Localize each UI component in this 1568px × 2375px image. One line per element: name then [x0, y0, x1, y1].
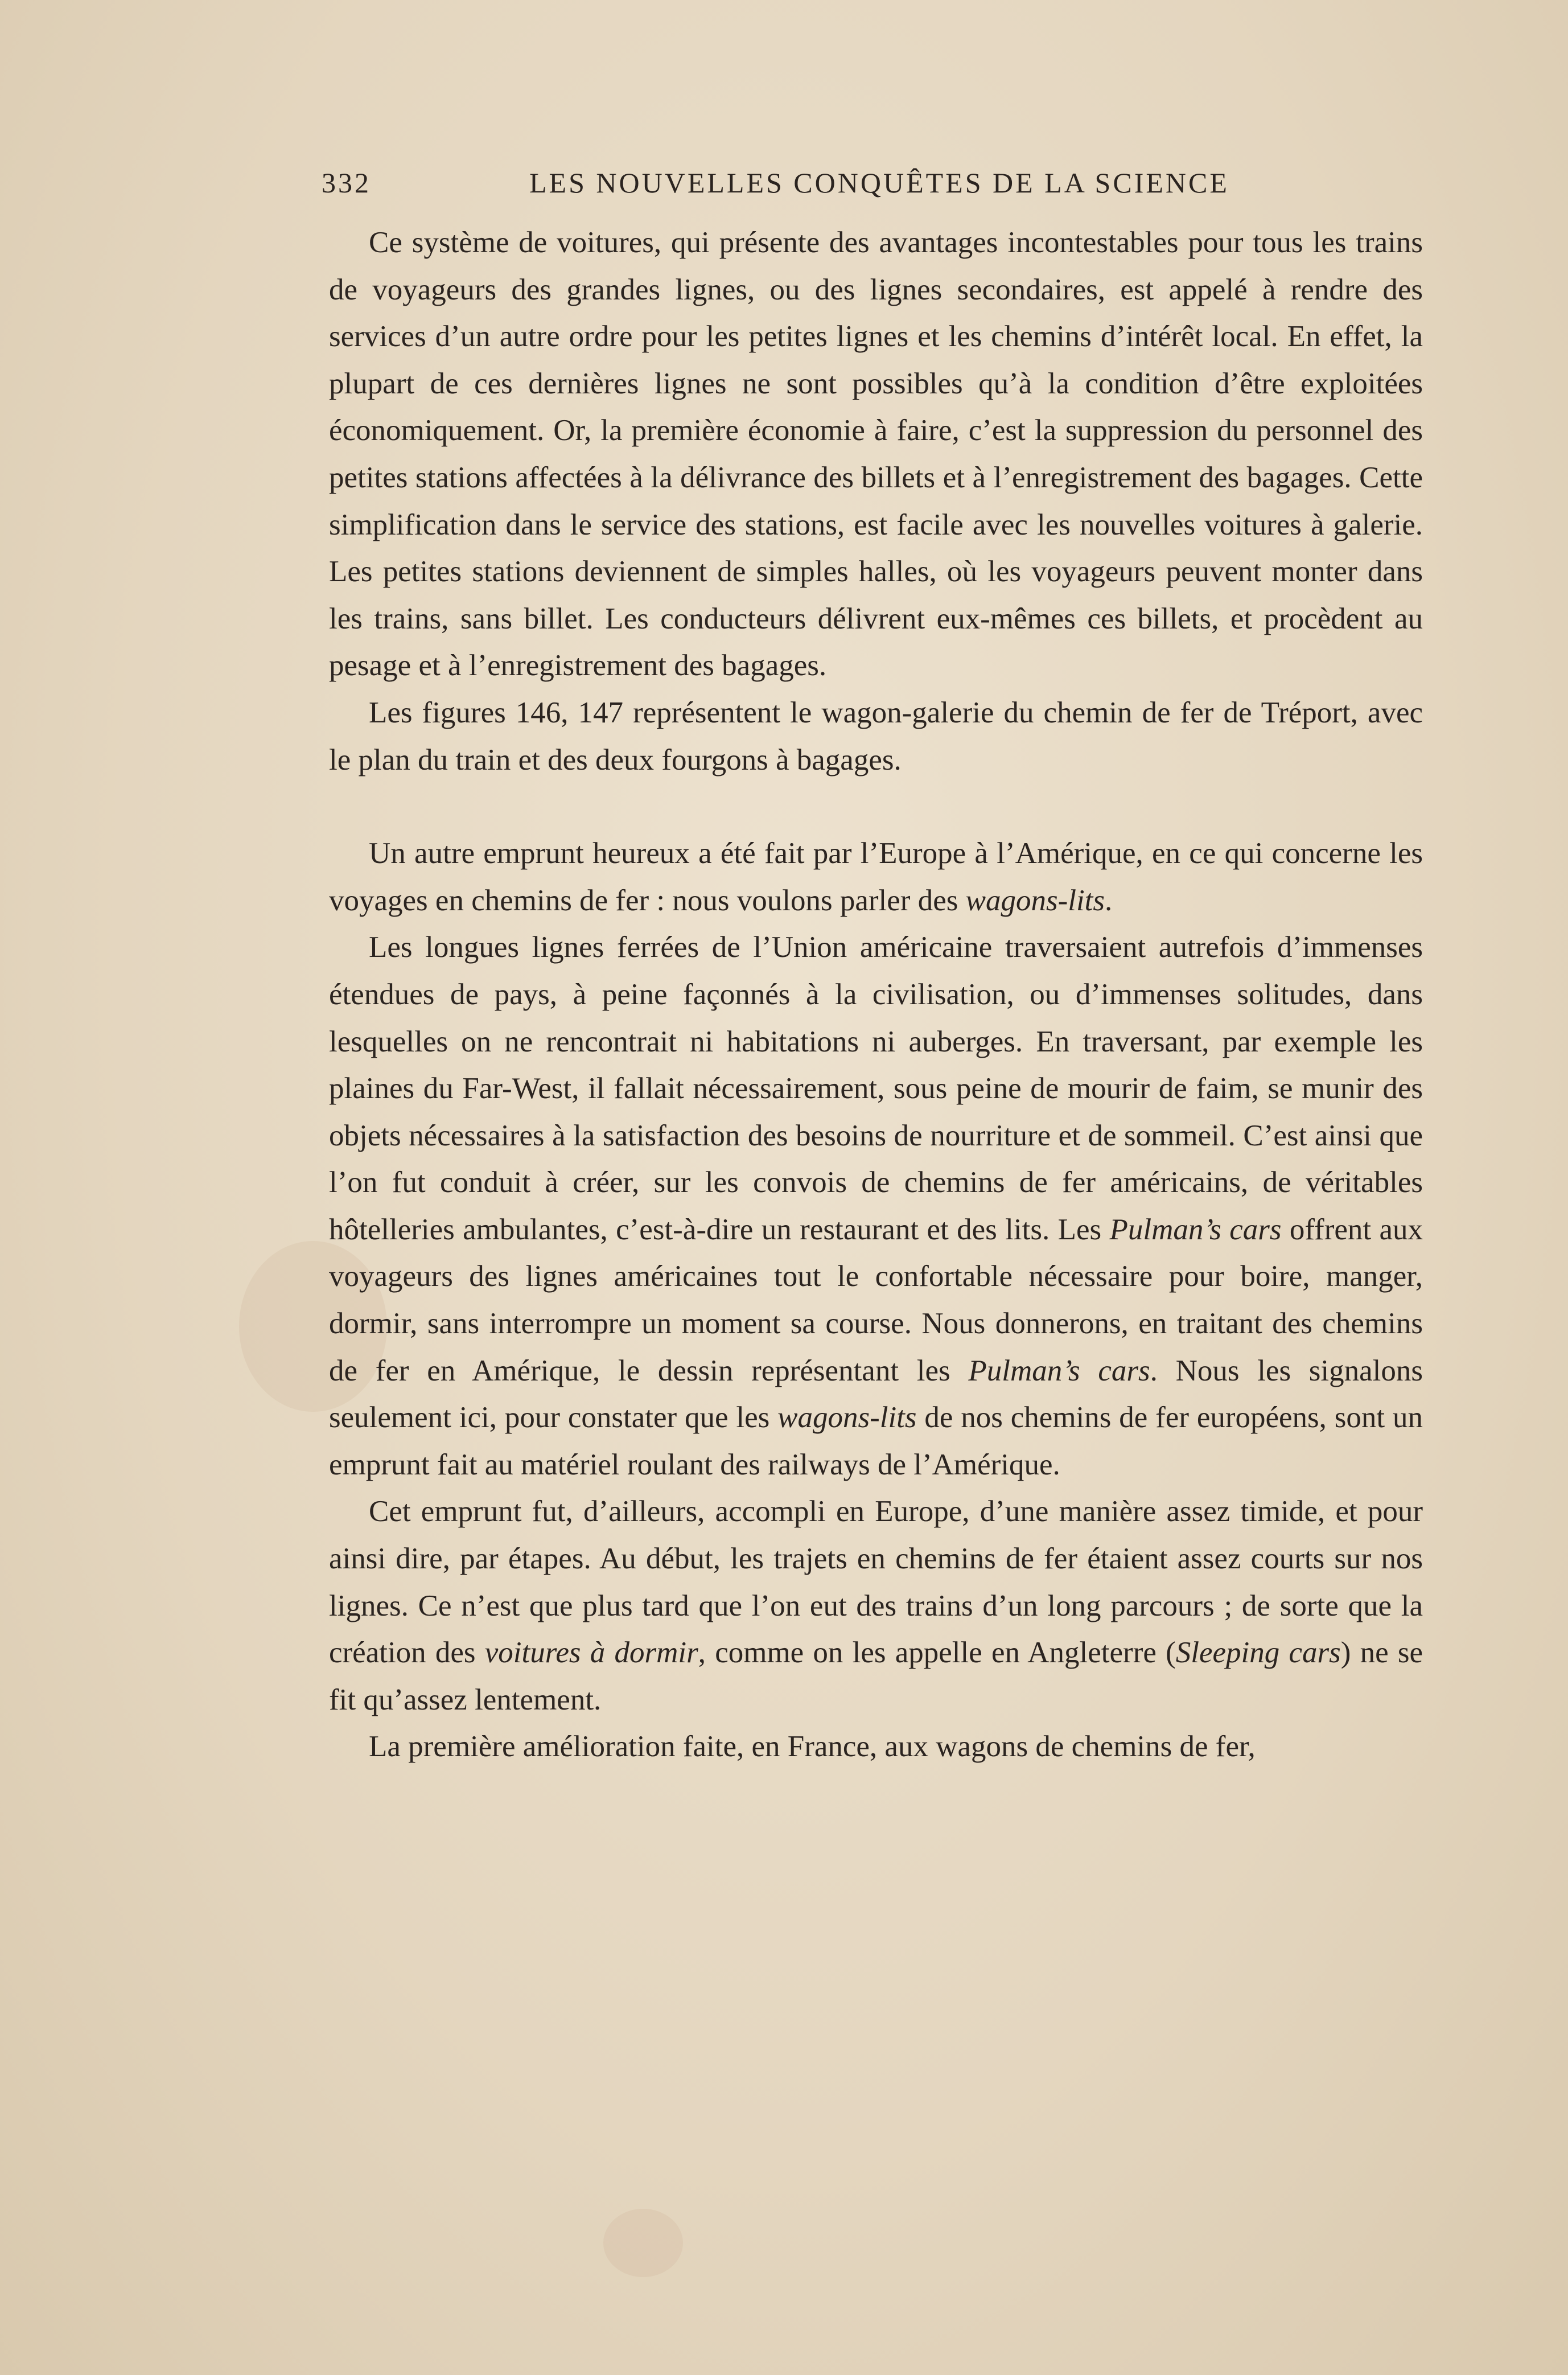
page-number: 332 — [322, 167, 371, 199]
paragraph: La première amélioration faite, en France, aux wagons de chemins de fer, — [369, 1730, 1256, 1764]
paragraph: Un autre emprunt heureux a été fait par l’Europe à l’Amérique, en ce qui concerne les voyages en chemins de fer : nous voulons parler des wagons-lits. — [329, 837, 1423, 917]
italic-term: voitures à dormir — [484, 1636, 698, 1670]
body-text — [329, 219, 1423, 1770]
italic-term: Sleeping cars — [1175, 1636, 1341, 1670]
running-header — [322, 166, 1417, 212]
paragraph: Ce système de voitures, qui présente des avantages incontestables pour tous les trains de voyageurs des grandes lignes, ou des lignes secondaires, est appelé à rendre des services d’un autre ordre pour les petites lignes et les chemins d’intérêt local. En effet, la plupart de ces dernières lignes ne sont possibles qu’à la condition d’être exploitées économiquement. Or, la première économie à faire, c’est la suppression du personnel des petites stations affectées à la délivrance des billets et à l’enregistrement des bagages. Cette simplification dans le service des stations, est facile avec les nouvelles voitures à galerie. Les petites stations deviennent de simples halles, où les voyageurs peuvent monter dans les trains, sans billet. Les conducteurs délivrent eux-mêmes ces billets, et procèdent au pesage et à l’enregistrement des bagages. — [329, 226, 1423, 683]
paragraph: Les longues lignes ferrées de l’Union américaine traversaient autrefois d’immenses étendues de pays, à peine façonnés à la civilisation, ou d’immenses solitudes, dans lesquelles on ne rencontrait ni habitations ni auberges. En traversant, par exemple les plaines du Far-West, il fallait nécessairement, sous peine de mourir de faim, se munir des objets nécessaires à la satisfaction des besoins de nourriture et de sommeil. C’est ainsi que l’on fut conduit à créer, sur les convois de chemins de fer américains, de véritables hôtelleries ambulantes, c’est-à-dire un restaurant et des lits. Les Pulman’s cars offrent aux voyageurs des lignes américaines tout le confortable nécessaire pour boire, manger, dormir, sans interrompre un moment sa course. Nous donnerons, en traitant des chemins de fer en Amérique, le dessin représentant les Pulman’s cars. Nous les signalons seulement ici, pour constater que les wagons-lits de nos chemins de fer européens, sont un emprunt fait au matériel roulant des railways de l’Amérique. — [329, 931, 1423, 1481]
running-title: LES NOUVELLES CONQUÊTES DE LA SCIENCE — [529, 167, 1229, 199]
paragraph: Les figures 146, 147 représentent le wagon-galerie du chemin de fer de Tréport, avec le plan du train et des deux fourgons à bagages. — [329, 696, 1423, 776]
italic-term: wagons-lits — [777, 1401, 917, 1435]
paper-stain — [603, 2209, 683, 2277]
italic-term: Pulman’s cars — [1109, 1213, 1282, 1246]
italic-term: wagons-lits — [965, 884, 1105, 917]
italic-term: Pulman’s cars — [968, 1354, 1150, 1387]
paragraph: Cet emprunt fut, d’ailleurs, accompli en Europe, d’une manière assez timide, et pour ainsi dire, par étapes. Au début, les trajets en chemins de fer étaient assez courts sur nos lignes. Ce n’est que plus tard que l’on eut des trains d’un long parcours ; de sorte que la création des voitures à dormir, comme on les appelle en Angleterre (Sleeping cars) ne se fit qu’assez lentement. — [329, 1495, 1423, 1716]
